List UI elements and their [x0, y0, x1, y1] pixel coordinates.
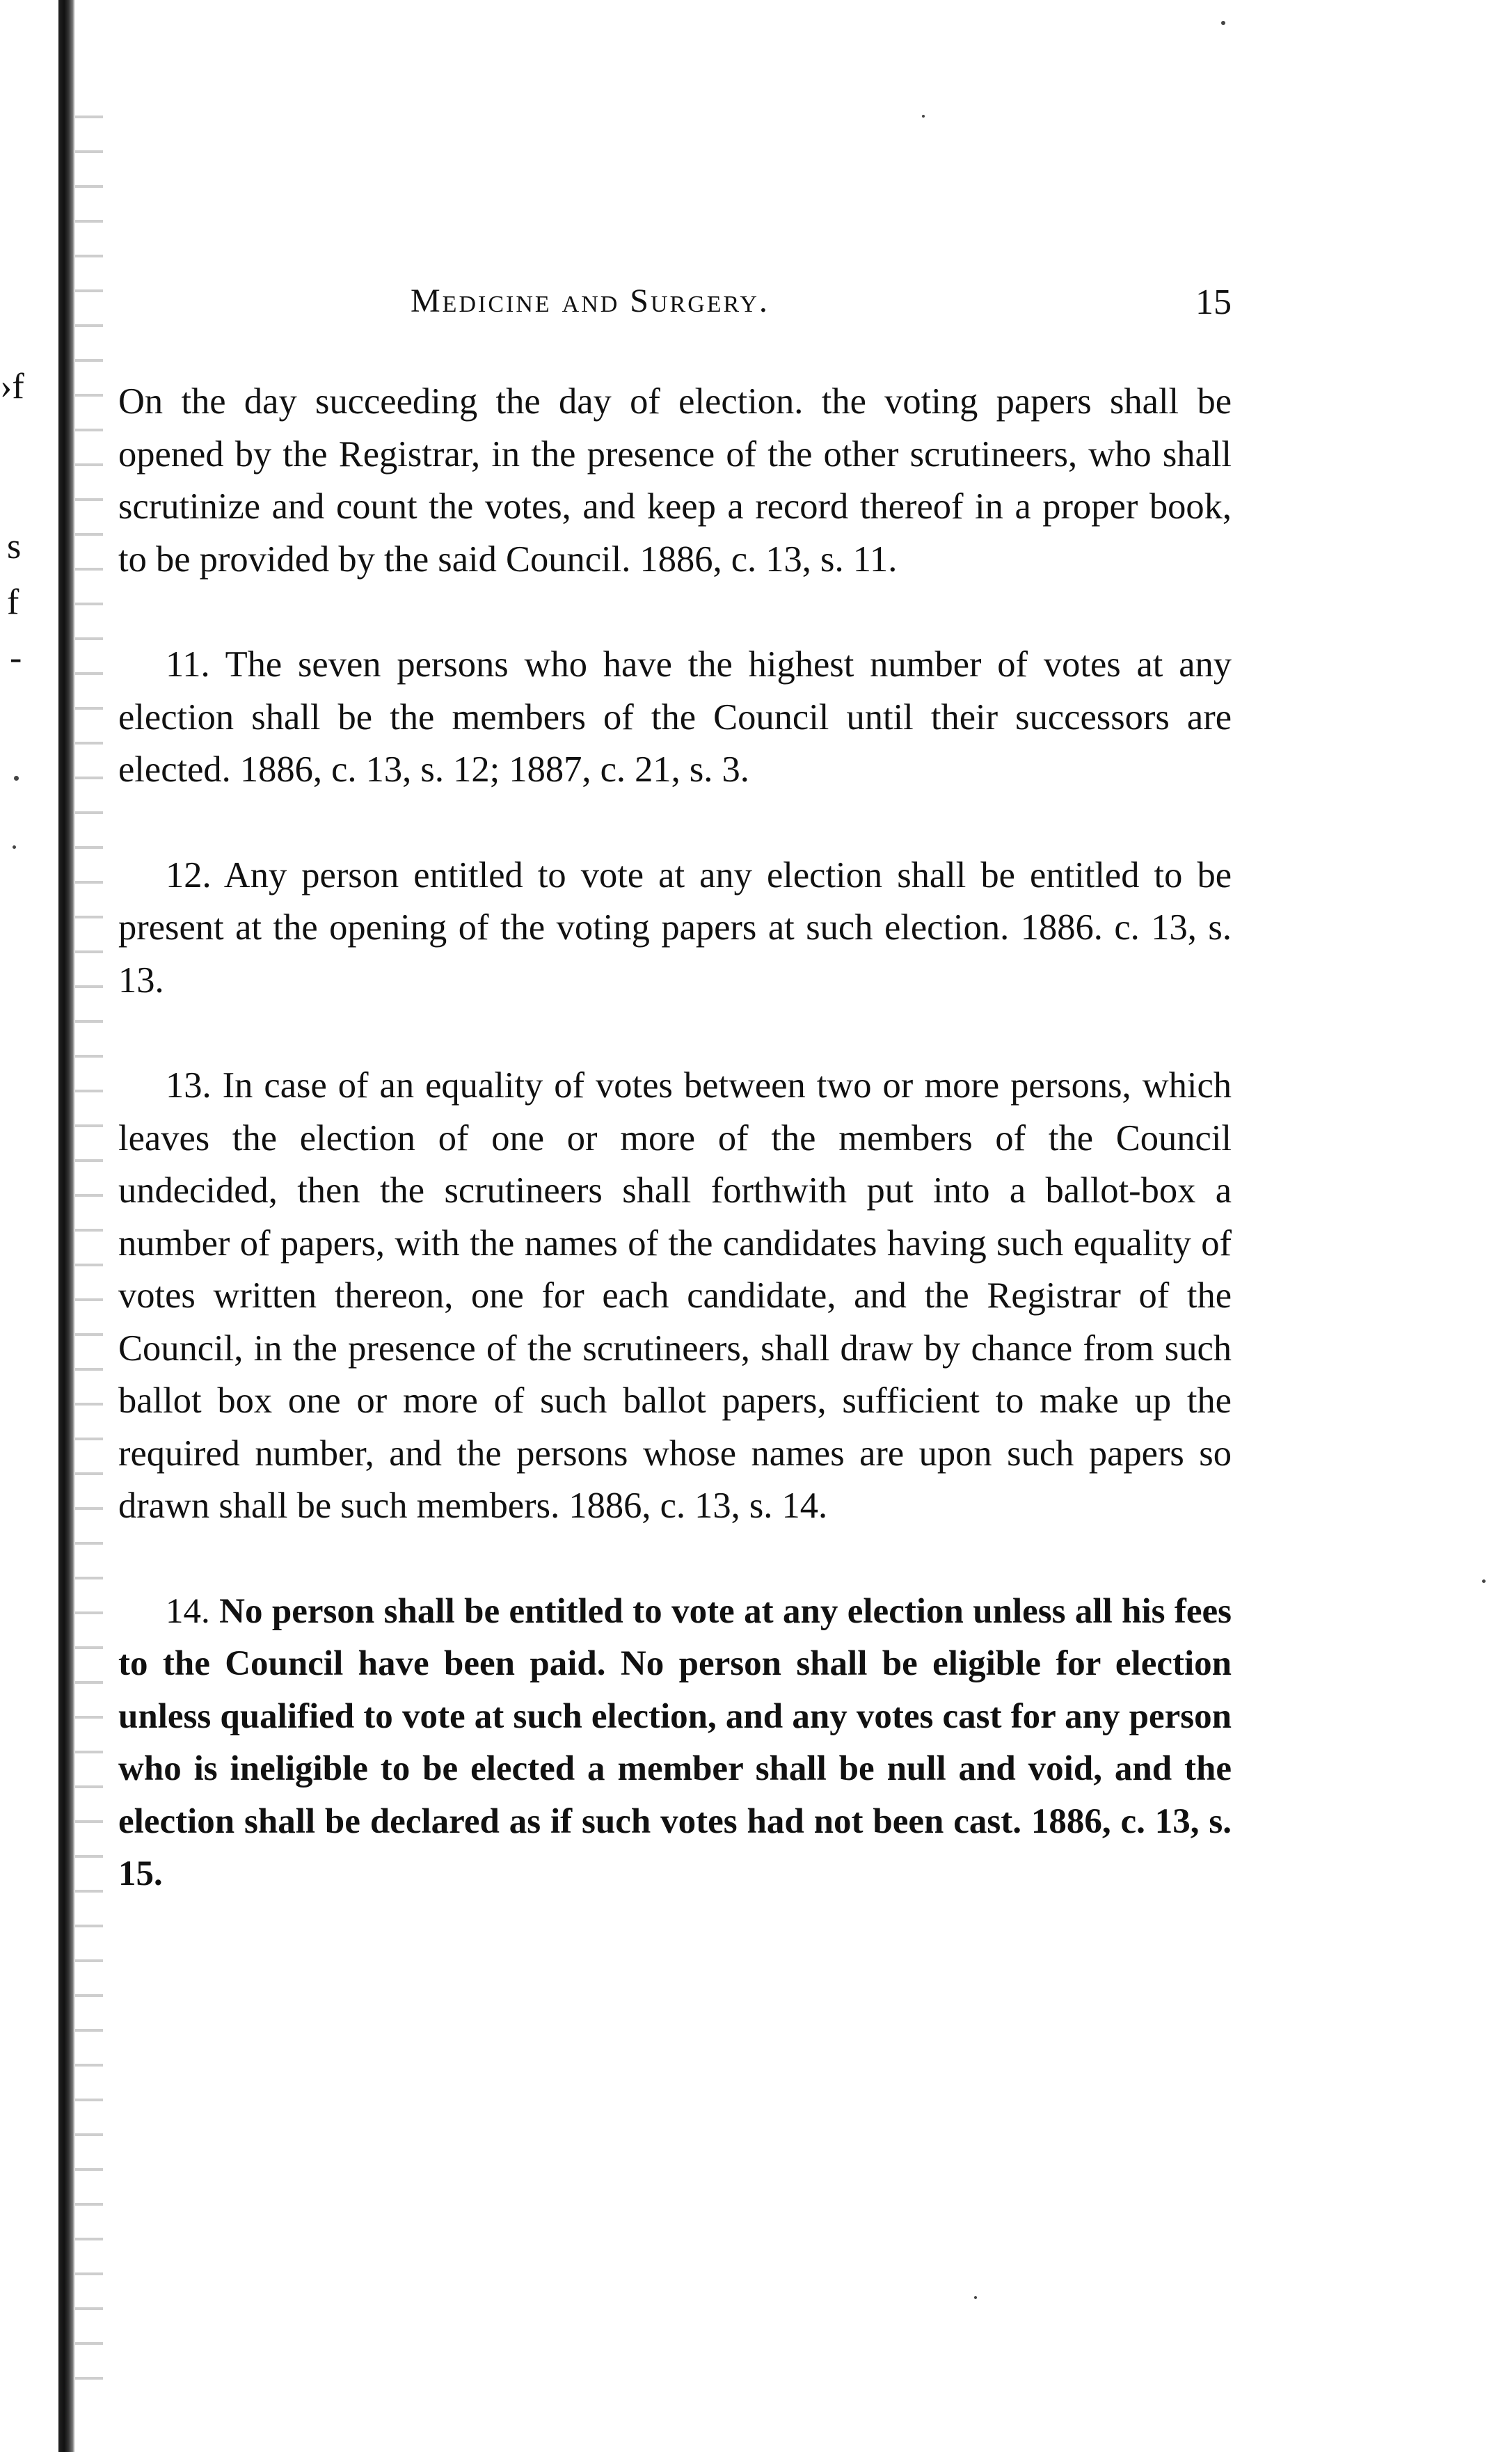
- gutter-mark-4: -: [10, 638, 22, 678]
- paragraph: [118, 639, 1232, 797]
- scan-speck: [922, 115, 925, 118]
- scan-speck: [13, 845, 16, 849]
- body-text: [118, 376, 1232, 1954]
- page-number: 15: [1195, 282, 1232, 322]
- scan-speck: [1221, 21, 1225, 25]
- spine-shadow: [75, 83, 103, 2380]
- scan-speck: [14, 776, 19, 781]
- paragraph: [118, 850, 1232, 1008]
- paragraph: [118, 1586, 1232, 1901]
- gutter-mark-1: ›f: [0, 367, 24, 406]
- paragraph: [118, 376, 1232, 586]
- section-number: 13.: [166, 1065, 212, 1106]
- gutter-mark-2: s: [7, 527, 22, 566]
- section-number: 11.: [166, 644, 210, 685]
- section-number: 14.: [166, 1591, 210, 1631]
- paragraph-text: No person shall be entitled to vote at any election unless all his fees to the Council have been paid. No person shall be eligible for election unless qualified to vote at such election, and any votes cast for any person who is ineligible to be elected a member shall be null and void, and the election shall be declared as if such votes had not been cast. 1886, c. 13, s. 15.: [118, 1591, 1232, 1893]
- running-title: Medicine and Surgery.: [411, 282, 770, 319]
- paragraph-text: On the day succeeding the day of election. the voting papers shall be opened by the Registrar, in the presence of the other scrutineers, who shall scrutinize and count the votes, and keep a record thereof in a proper book, to be provided by the said Council. 1886, c. 13, s. 11.: [118, 381, 1232, 580]
- scan-speck: [1482, 1579, 1486, 1583]
- running-head: [118, 282, 1232, 331]
- scan-speck: [974, 2296, 977, 2299]
- paragraph: [118, 1060, 1232, 1533]
- section-number: 12.: [166, 854, 212, 895]
- paragraph-text: The seven persons who have the highest number of votes at any election shall be the members of the Council until their successors are elected. 1886, c. 13, s. 12; 1887, c. 21, s. 3.: [118, 644, 1232, 790]
- paragraph-text: In case of an equality of votes between two or more persons, which leaves the election of one or more of the members of the Council undecided, then the scrutineers shall forthwith put into a ballot-box a number of papers, with the names of the candidates having such equality of votes written thereon, one for each candidate, and the Registrar of the Council, in the presence of the scrutineers, shall draw by chance from such ballot box one or more of such ballot papers, sufficient to make up the required number, and the persons whose names are upon such papers so drawn shall be such members. 1886, c. 13, s. 14.: [118, 1065, 1232, 1526]
- paragraph-text: Any person entitled to vote at any election shall be entitled to be present at the opening of the voting papers at such election. 1886. c. 13, s. 13.: [118, 854, 1232, 1001]
- book-spine-edge: [58, 0, 75, 2452]
- gutter-mark-3: f: [7, 582, 19, 622]
